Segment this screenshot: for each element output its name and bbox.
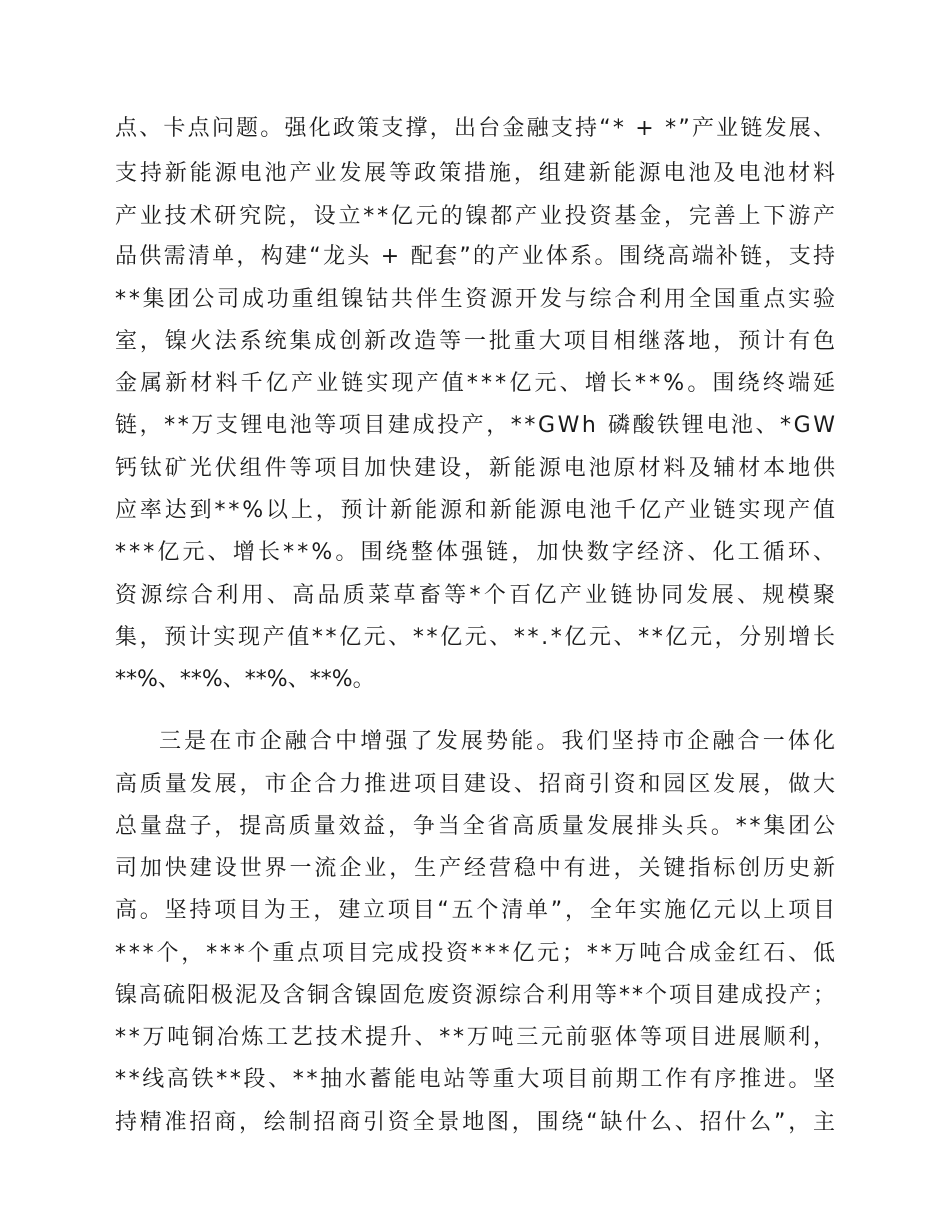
body-text-line: 高质量发展，市企合力推进项目建设、招商引资和园区发展，做大 <box>115 772 838 797</box>
body-text-line: 应率达到**%以上，预计新能源和新能源电池千亿产业链实现产值 <box>115 498 838 523</box>
body-text-line: ***个，***个重点项目完成投资***亿元；**万吨合成金红石、低 <box>115 941 838 966</box>
body-text-line: 总量盘子，提高质量效益，争当全省高质量发展排头兵。**集团公 <box>115 814 838 839</box>
body-text-line: 镍高硫阳极泥及含铜含镍固危废资源综合利用等**个项目建成投产； <box>115 983 837 1008</box>
body-text-line: 产业技术研究院，设立**亿元的镍都产业投资基金，完善上下游产 <box>115 204 838 229</box>
body-text-line: **线高铁**段、**抽水蓄能电站等重大项目前期工作有序推进。坚 <box>115 1067 838 1092</box>
body-text-line: 资源综合利用、高品质菜草畜等*个百亿产业链协同发展、规模聚 <box>115 583 839 608</box>
paragraph-first-line: 三是在市企融合中增强了发展势能。我们坚持市企融合一体化 <box>159 729 839 754</box>
body-text-line: 链，**万支锂电池等项目建成投产，**GWh 磷酸铁锂电池、*GW <box>115 413 838 438</box>
body-text-line: 钙钛矿光伏组件等项目加快建设，新能源电池原材料及辅材本地供 <box>115 456 838 481</box>
body-text-line: 金属新材料千亿产业链实现产值***亿元、增长**%。围绕终端延 <box>115 371 839 396</box>
body-text-line: **集团公司成功重组镍钴共伴生资源开发与综合利用全国重点实验 <box>115 287 838 312</box>
body-text-line: 司加快建设世界一流企业，生产经营稳中有进，关键指标创历史新 <box>115 856 838 881</box>
body-text-line: ***亿元、增长**%。围绕整体强链，加快数字经济、化工循环、 <box>115 540 839 565</box>
body-text-line: **%、**%、**%、**%。 <box>115 667 375 692</box>
body-text-line: 点、卡点问题。强化政策支撑，出台金融支持“* + *”产业链发展、 <box>115 116 838 141</box>
body-text-line: 支持新能源电池产业发展等政策措施，组建新能源电池及电池材料 <box>115 161 838 186</box>
body-text-line: 集，预计实现产值**亿元、**亿元、**.*亿元、**亿元，分别增长 <box>115 625 838 650</box>
body-text-line: **万吨铜冶炼工艺技术提升、**万吨三元前驱体等项目进展顺利， <box>115 1025 838 1050</box>
body-text-line: 品供需清单，构建“龙头 + 配套”的产业体系。围绕高端补链，支持 <box>115 244 838 269</box>
body-text-line: 室，镍火法系统集成创新改造等一批重大项目相继落地，预计有色 <box>115 329 838 354</box>
body-text-line: 持精准招商，绘制招商引资全景地图，围绕“缺什么、招什么”，主 <box>115 1110 838 1135</box>
body-text-line: 高。坚持项目为王，建立项目“五个清单”，全年实施亿元以上项目 <box>115 898 838 923</box>
